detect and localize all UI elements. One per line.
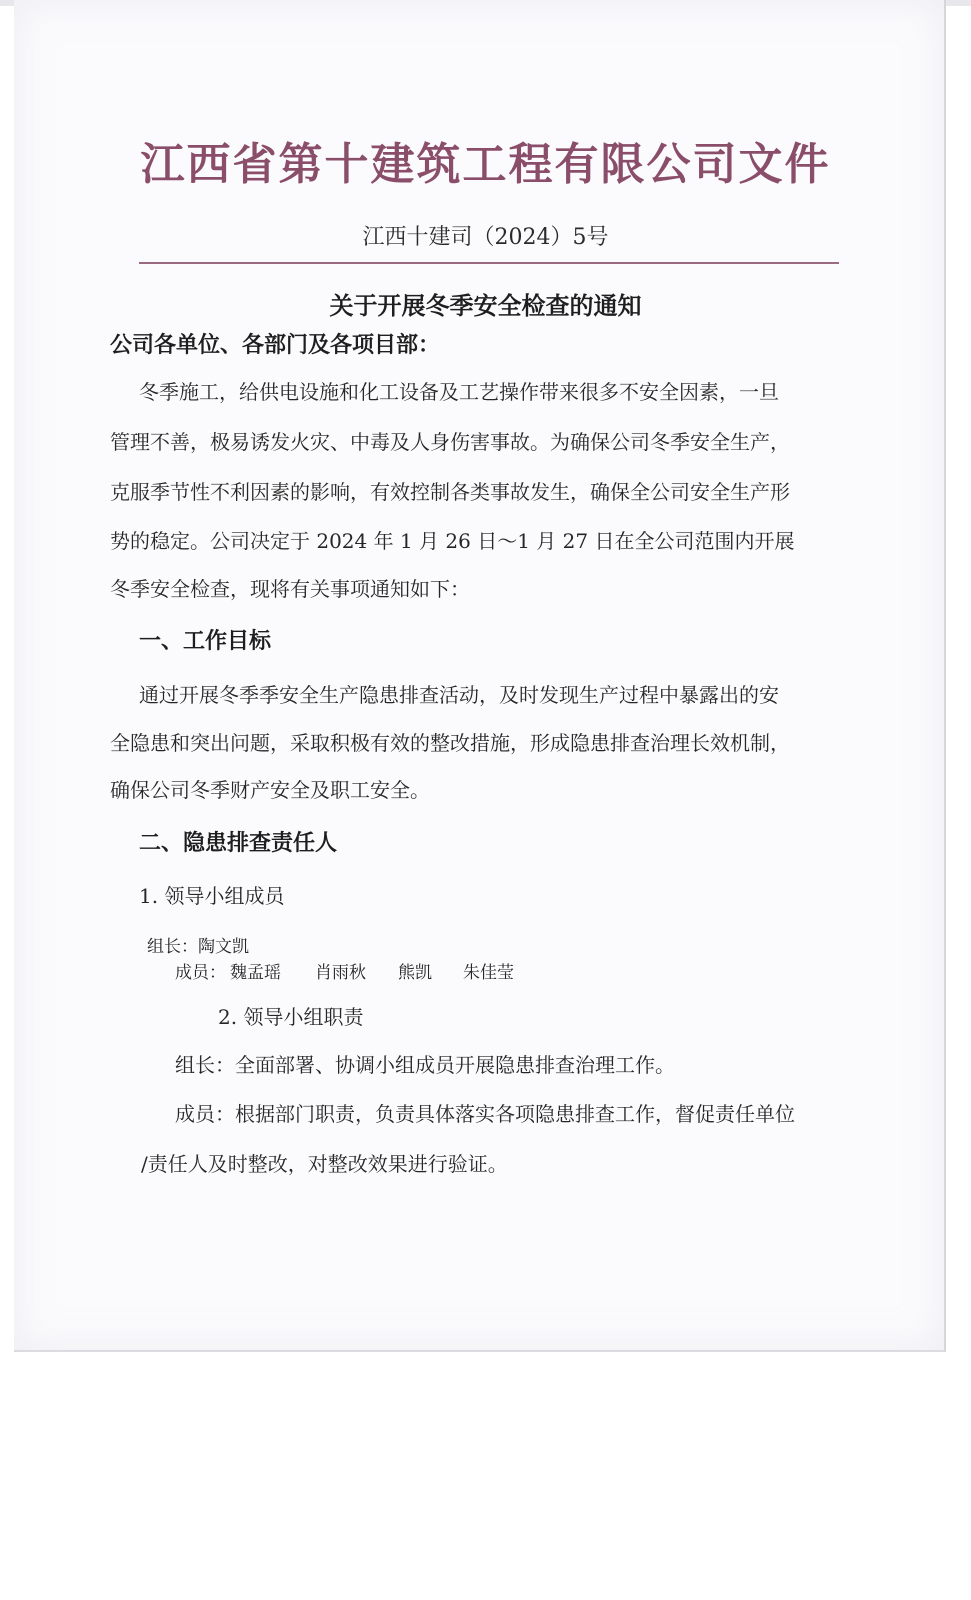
intro-line: 冬季施工，给供电设施和化工设备及工艺操作带来很多不安全因素，一旦 [139,380,779,404]
notice-title: 关于开展冬季安全检查的通知 [329,292,642,320]
team-member: 熊凯 [398,963,432,983]
team-member: 魏孟瑶 [230,963,281,983]
duty-leader: 组长：全面部署、协调小组成员开展隐患排查治理工作。 [175,1053,675,1077]
subsection-members: 1. 领导小组成员 [139,884,285,908]
salutation: 公司各单位、各部门及各项目部： [110,333,441,358]
team-members-label: 成员： [175,963,226,983]
duty-members-line: 成员：根据部门职责，负责具体落实各项隐患排查工作，督促责任单位 [175,1102,795,1126]
section1-line: 通过开展冬季季安全生产隐患排查活动，及时发现生产过程中暴露出的安 [139,683,779,707]
intro-line: 克服季节性不利因素的影响，有效控制各类事故发生，确保全公司安全生产形 [110,480,790,504]
section-heading-responsible: 二、隐患排查责任人 [139,831,338,856]
section1-line: 确保公司冬季财产安全及职工安全。 [110,778,430,802]
duty-members-line: /责任人及时整改，对整改效果进行验证。 [141,1152,508,1176]
document-number: 江西十建司（2024）5号 [362,225,609,250]
team-member: 肖雨秋 [315,963,366,983]
subsection-duties: 2. 领导小组职责 [218,1005,364,1029]
intro-line: 冬季安全检查，现将有关事项通知如下： [110,577,470,601]
header-divider [139,262,839,264]
section1-line: 全隐患和突出问题，采取积极有效的整改措施，形成隐患排查治理长效机制， [110,731,790,755]
document-header-title: 江西省第十建筑工程有限公司文件 [140,139,831,190]
intro-line: 管理不善，极易诱发火灾、中毒及人身伤害事故。为确保公司冬季安全生产， [110,430,790,454]
team-leader: 组长：陶文凯 [147,937,249,957]
team-member: 朱佳莹 [463,963,514,983]
section-heading-goals: 一、工作目标 [139,629,272,654]
intro-line: 势的稳定。公司决定于 2024 年 1 月 26 日～1 月 27 日在全公司范围内开展 [110,529,795,553]
